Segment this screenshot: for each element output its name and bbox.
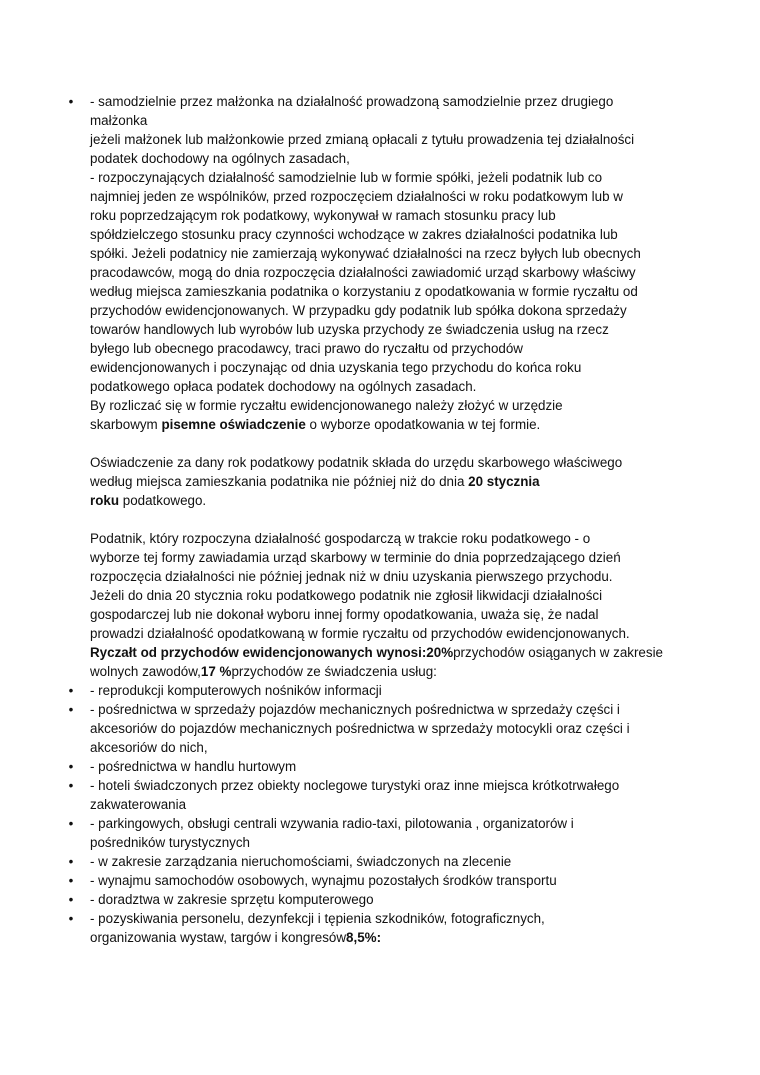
paragraph-ryczalt-conditions: [68, 92, 690, 434]
document-body: [68, 92, 690, 947]
bullet-icon: •: [68, 759, 74, 774]
text-line: prowadzi działalność opodatkowaną w formie ryczałtu od przychodów ewidencjonowanych.: [90, 626, 630, 641]
text-line: pośredników turystycznych: [90, 835, 251, 850]
text-line: pracodawców, mogą do dnia rozpoczęcia działalności zawiadomić urząd skarbowy właściwy: [90, 265, 636, 280]
text-line: jeżeli małżonek lub małżonkowie przed zmianą opłacali z tytułu prowadzenia tej działalności: [90, 132, 635, 147]
bold-phrase: roku: [90, 493, 120, 508]
text-line: organizowania wystaw, targów i kongresów8,5%:: [90, 930, 382, 945]
text-line: podatkowego opłaca podatek dochodowy na ogólnych zasadach.: [90, 379, 477, 394]
text-line: akcesoriów do pojazdów mechanicznych pośrednictwa w sprzedaży motocykli oraz części i: [90, 721, 630, 736]
text-line: • - wynajmu samochodów osobowych, wynajmu pozostałych środków transportu: [90, 871, 690, 890]
text-line: ewidencjonowanych i poczynając od dnia uzyskania tego przychodu do końca roku: [90, 360, 582, 375]
bullet-icon: •: [68, 892, 74, 907]
list-item: [68, 700, 690, 757]
text-line: Podatnik, który rozpoczyna działalność gospodarczą w trakcie roku podatkowego - o: [90, 531, 591, 546]
list-item: [68, 890, 690, 909]
text-line: gospodarczej lub nie dokonał wyboru innej formy opodatkowania, uważa się, że nadal: [90, 607, 599, 622]
text-line: roku podatkowego.: [90, 493, 207, 508]
text-line: według miejsca zamieszkania podatnika o korzystaniu z opodatkowania w formie ryczałtu od: [90, 284, 638, 299]
bold-phrase: 17 %: [200, 664, 232, 679]
text-line: podatek dochodowy na ogólnych zasadach,: [90, 151, 350, 166]
text-line: • - pośrednictwa w sprzedaży pojazdów mechanicznych pośrednictwa w sprzedaży części i: [90, 700, 690, 719]
bold-phrase: Ryczałt od przychodów ewidencjonowanych wynosi:20%: [90, 645, 454, 660]
text-line: • - parkingowych, obsługi centrali wzywania radio-taxi, pilotowania , organizatorów i: [90, 814, 690, 833]
text-line: byłego lub obecnego pracodawcy, traci prawo do ryczałtu od przychodów: [90, 341, 523, 356]
text-line: • - hoteli świadczonych przez obiekty noclegowe turystyki oraz inne miejsca krótkotrwałego: [90, 776, 690, 795]
text-line: najmniej jeden ze wspólników, przed rozpoczęciem działalności w roku podatkowym lub w: [90, 189, 623, 204]
bullet-icon: •: [68, 816, 74, 831]
list-item: [68, 852, 690, 871]
bullet-icon: •: [68, 94, 74, 109]
text-line: - rozpoczynających działalność samodzielnie lub w formie spółki, jeżeli podatnik lub co: [90, 170, 603, 185]
paragraph-new-business: [90, 529, 690, 681]
text-line: • - samodzielnie przez małżonka na działalność prowadzoną samodzielnie przez drugiego: [90, 92, 690, 111]
text-line: • - pozyskiwania personelu, dezynfekcji i tępienia szkodników, fotograficznych,: [90, 909, 690, 928]
paragraph-gap: [90, 510, 690, 529]
list-item: [68, 871, 690, 890]
bold-phrase: pisemne oświadczenie: [161, 417, 306, 432]
paragraph-gap: [90, 434, 690, 453]
text-line: • - doradztwa w zakresie sprzętu komputerowego: [90, 890, 690, 909]
text-line: towarów handlowych lub wyrobów lub uzyska przychody ze świadczenia usług na rzecz: [90, 322, 609, 337]
text-line: Jeżeli do dnia 20 stycznia roku podatkowego podatnik nie zgłosił likwidacji działalności: [90, 588, 603, 603]
text-line: małżonka: [90, 113, 148, 128]
bold-phrase: 20 stycznia: [468, 474, 540, 489]
rate-line: Ryczałt od przychodów ewidencjonowanych wynosi:20%przychodów osiąganych w zakresie: [90, 645, 663, 660]
text-line: skarbowym pisemne oświadczenie o wyborze opodatkowania w tej formie.: [90, 417, 541, 432]
text-line: By rozliczać się w formie ryczałtu ewidencjonowanego należy złożyć w urzędzie: [90, 398, 563, 413]
text-line: • - w zakresie zarządzania nieruchomościami, świadczonych na zlecenie: [90, 852, 690, 871]
list-item: [68, 681, 690, 700]
bullet-icon: •: [68, 778, 74, 793]
services-list: [68, 681, 690, 947]
list-item: [68, 814, 690, 852]
text-line: rozpoczęcia działalności nie później jednak niż w dniu uzyskania pierwszego przychodu.: [90, 569, 613, 584]
bold-phrase: 8,5%:: [346, 930, 382, 945]
rate-line: wolnych zawodów,17 %przychodów ze świadczenia usług:: [90, 664, 437, 679]
text-line: spółki. Jeżeli podatnicy nie zamierzają wykonywać działalności na rzecz byłych lub obecnych: [90, 246, 641, 261]
list-item: [68, 909, 690, 947]
text-line: • - pośrednictwa w handlu hurtowym: [90, 757, 690, 776]
list-item: [68, 776, 690, 814]
text-line: przychodów ewidencjonowanych. W przypadku gdy podatnik lub spółka dokona sprzedaży: [90, 303, 627, 318]
bullet-icon: •: [68, 854, 74, 869]
text-line: Oświadczenie za dany rok podatkowy podatnik składa do urzędu skarbowego właściwego: [90, 455, 623, 470]
text-line: według miejsca zamieszkania podatnika nie później niż do dnia 20 stycznia: [90, 474, 540, 489]
text-line: roku poprzedzającym rok podatkowy, wykonywał w ramach stosunku pracy lub: [90, 208, 556, 223]
text-line: akcesoriów do nich,: [90, 740, 208, 755]
text-line: • - reprodukcji komputerowych nośników informacji: [90, 681, 690, 700]
list-item: [68, 757, 690, 776]
text-line: spółdzielczego stosunku pracy czynności wchodzące w zakres działalności podatnika lub: [90, 227, 618, 242]
paragraph-deadline: [90, 453, 690, 510]
bullet-icon: •: [68, 911, 74, 926]
bullet-icon: •: [68, 873, 74, 888]
text-line: zakwaterowania: [90, 797, 187, 812]
bullet-icon: •: [68, 683, 74, 698]
text-line: wyborze tej formy zawiadamia urząd skarbowy w terminie do dnia poprzedzającego dzień: [90, 550, 621, 565]
bullet-icon: •: [68, 702, 74, 717]
